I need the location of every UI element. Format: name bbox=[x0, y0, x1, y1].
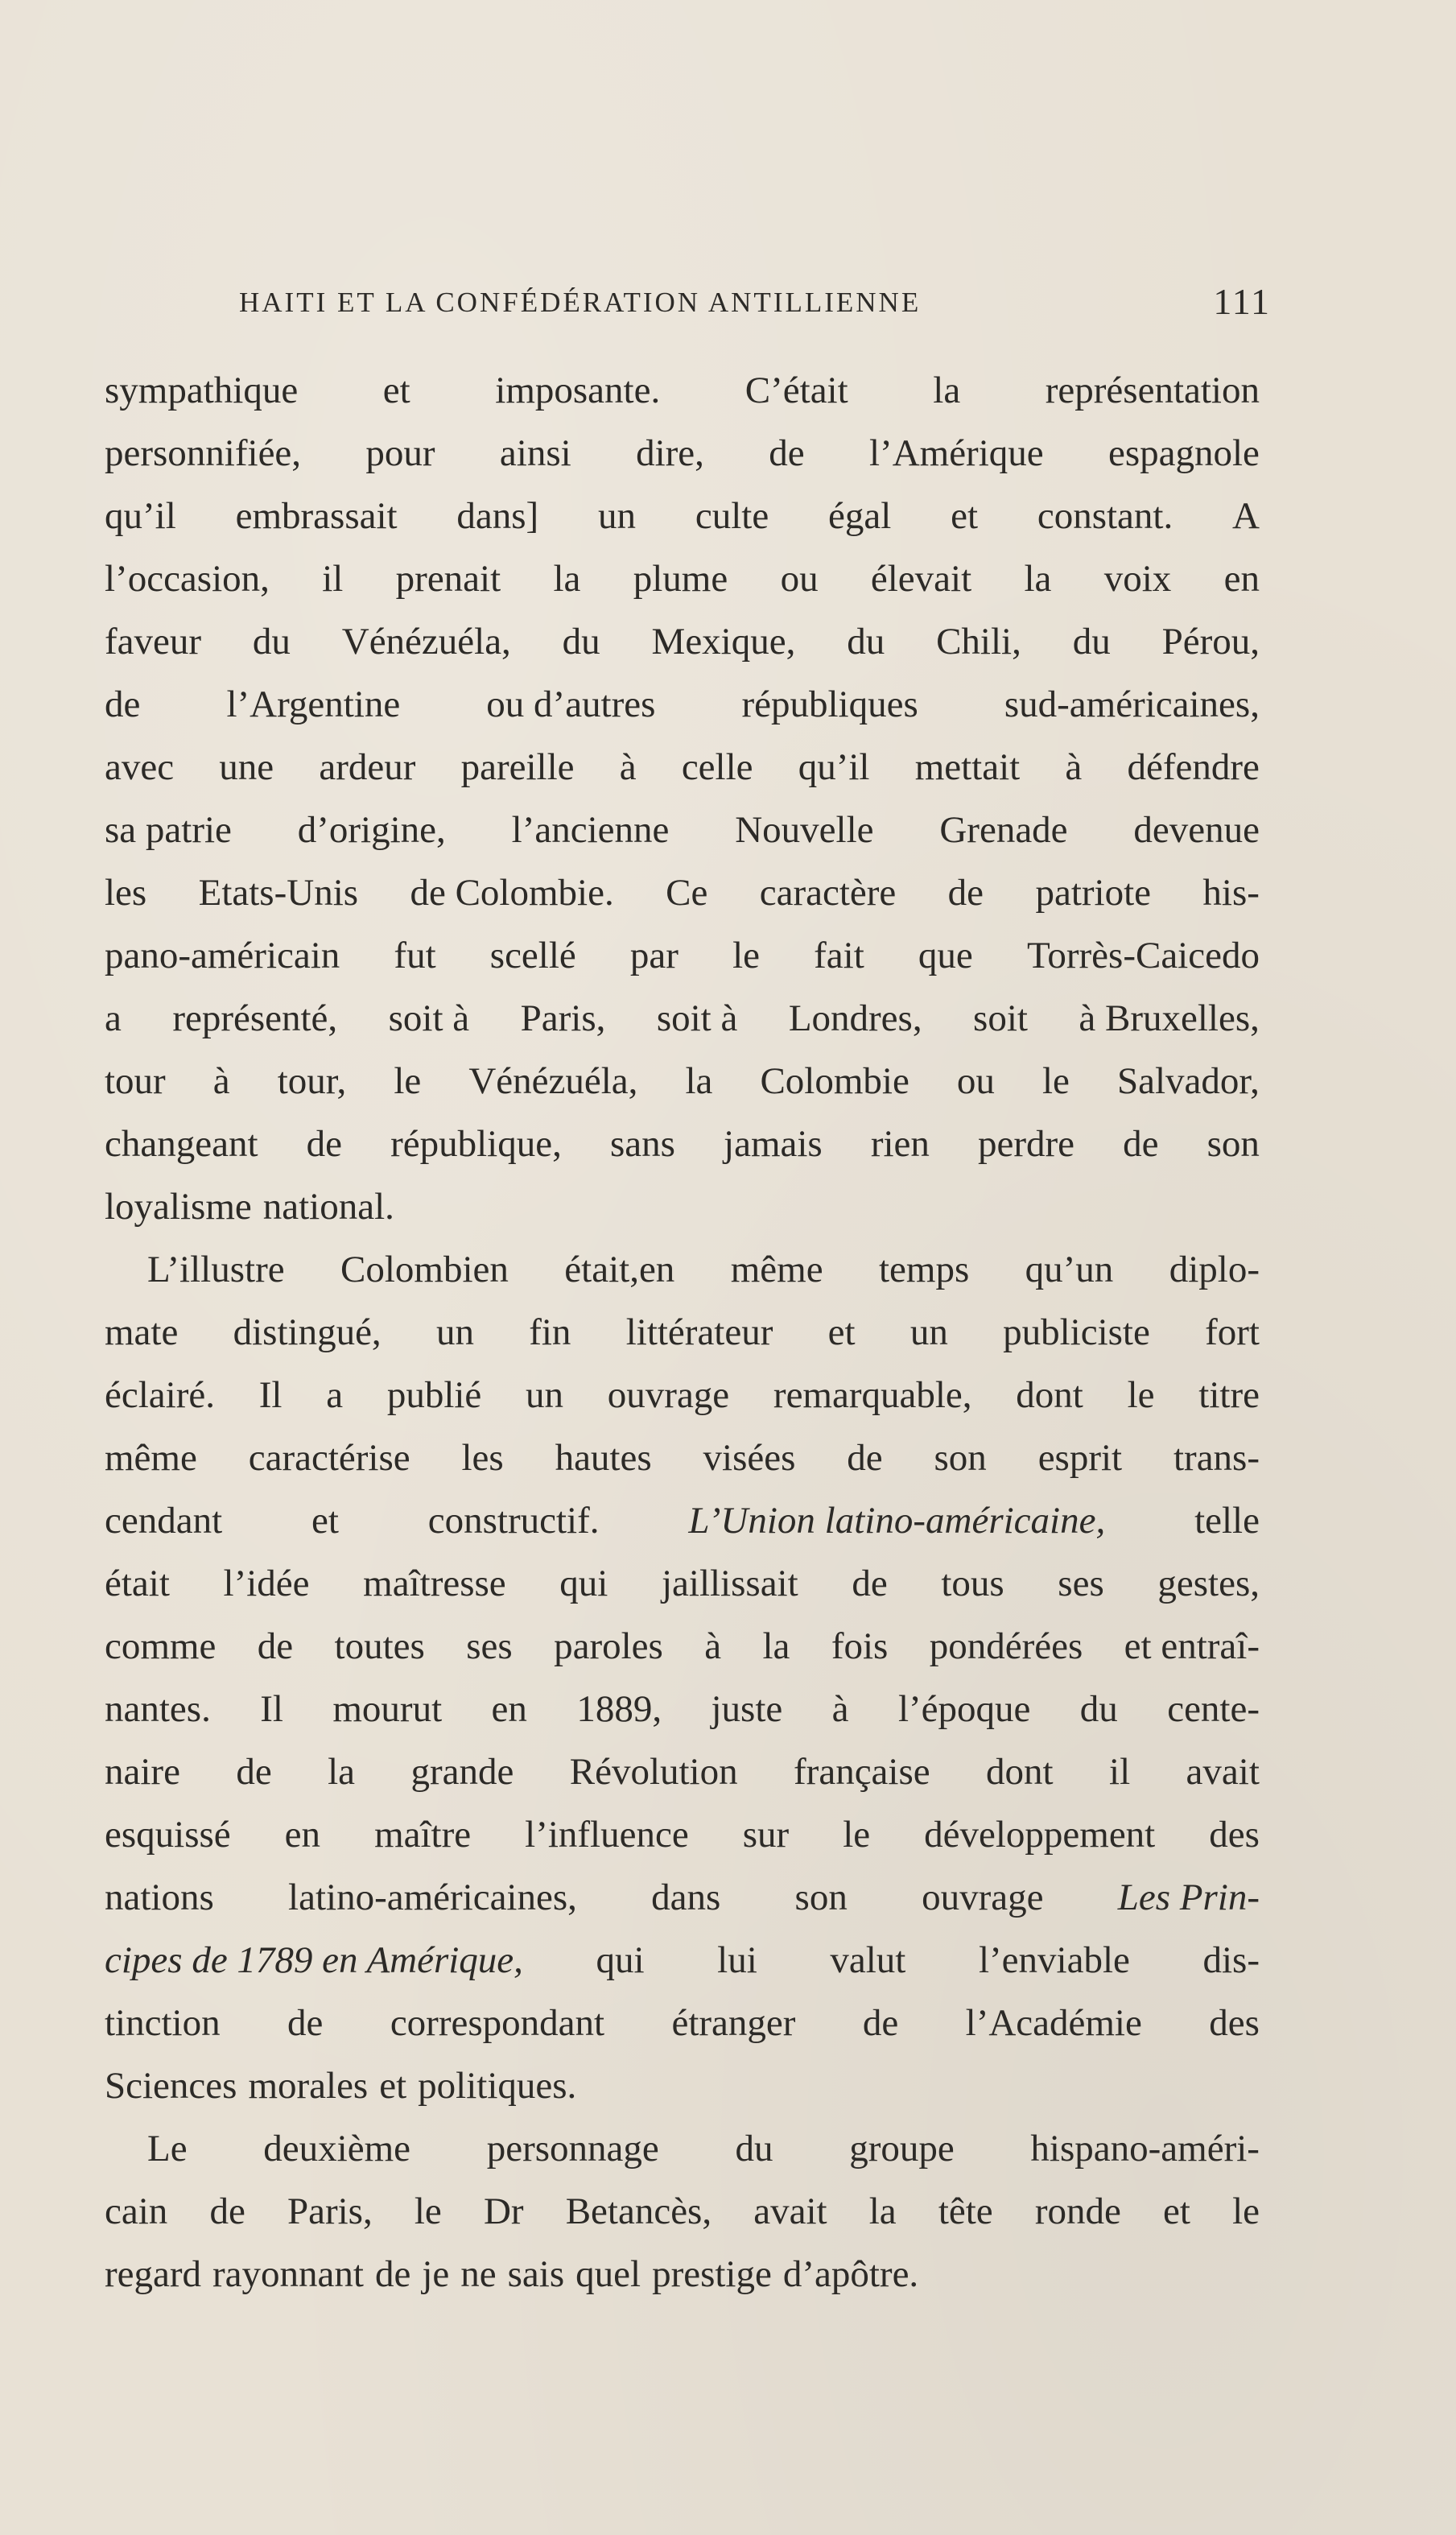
word: le bbox=[732, 935, 760, 976]
word: latino-américaines, bbox=[288, 1876, 577, 1918]
word: juste bbox=[711, 1688, 783, 1730]
word: fois bbox=[831, 1625, 889, 1667]
word: de bbox=[287, 2002, 324, 2044]
word: par bbox=[629, 935, 679, 976]
word: sa patrie bbox=[105, 809, 232, 851]
word: personnifiée, bbox=[105, 432, 302, 474]
word: titre bbox=[1198, 1374, 1260, 1416]
word: l’époque bbox=[897, 1688, 1031, 1730]
word: et bbox=[827, 1311, 856, 1353]
word: représenté, bbox=[172, 997, 338, 1039]
word: espagnole bbox=[1107, 432, 1260, 474]
word: imposante. bbox=[495, 370, 661, 411]
text-line bbox=[105, 736, 1260, 799]
word: dis- bbox=[1202, 1939, 1260, 1981]
word: tour, bbox=[277, 1060, 347, 1102]
word: république, bbox=[390, 1123, 562, 1165]
word: de bbox=[847, 1437, 883, 1479]
word: en bbox=[284, 1814, 321, 1856]
word: lui bbox=[717, 1939, 757, 1981]
word: l’Argentine bbox=[226, 683, 401, 725]
word: la bbox=[868, 2190, 897, 2232]
word: Betancès, bbox=[565, 2190, 712, 2232]
word: cendant bbox=[105, 1500, 223, 1542]
word: Chili, bbox=[936, 621, 1021, 663]
word: perdre bbox=[978, 1123, 1075, 1165]
word: voix bbox=[1103, 558, 1172, 600]
word: maîtresse bbox=[363, 1563, 506, 1604]
word: mate bbox=[105, 1311, 179, 1353]
word: du bbox=[1072, 621, 1111, 663]
word: et bbox=[951, 495, 979, 537]
word: Il bbox=[258, 1374, 283, 1416]
word: du bbox=[735, 2128, 773, 2170]
word: telle bbox=[1194, 1500, 1260, 1542]
word: sans bbox=[609, 1123, 675, 1165]
word: dire, bbox=[636, 432, 704, 474]
word: a bbox=[105, 997, 122, 1039]
word: patriote bbox=[1035, 872, 1152, 914]
word: de bbox=[105, 683, 141, 725]
word: je bbox=[422, 2253, 450, 2295]
word: regard bbox=[105, 2253, 202, 2295]
body-text bbox=[105, 359, 1260, 2306]
page-number: 111 bbox=[1213, 281, 1271, 322]
word: L’Union latino-américaine, bbox=[688, 1500, 1106, 1542]
word: ses bbox=[1058, 1563, 1104, 1604]
word: française bbox=[794, 1751, 930, 1793]
word: le bbox=[843, 1814, 871, 1856]
word: de bbox=[862, 2002, 899, 2044]
text-line bbox=[105, 1426, 1260, 1489]
word: et entraî- bbox=[1124, 1625, 1260, 1667]
word: culte bbox=[695, 495, 769, 537]
word: Colombie bbox=[760, 1060, 909, 1102]
word: A bbox=[1232, 495, 1260, 537]
word: des bbox=[1209, 2002, 1260, 2044]
word: quel bbox=[575, 2253, 641, 2295]
word: faveur bbox=[105, 621, 202, 663]
word: paroles bbox=[554, 1625, 663, 1667]
word: trans- bbox=[1173, 1437, 1260, 1479]
word: morales bbox=[248, 2065, 369, 2107]
word: de bbox=[236, 1751, 272, 1793]
word: de bbox=[947, 872, 984, 914]
word: à Bruxelles, bbox=[1079, 997, 1260, 1039]
word: Colombien bbox=[340, 1249, 509, 1290]
word: de bbox=[374, 2253, 411, 2295]
word: le bbox=[1232, 2190, 1260, 2232]
word: à bbox=[619, 746, 637, 788]
word: celle bbox=[681, 746, 753, 788]
word: un bbox=[435, 1311, 474, 1353]
word: la bbox=[933, 370, 961, 411]
text-line bbox=[105, 547, 1260, 610]
word: Grenade bbox=[939, 809, 1068, 851]
word: embrassait bbox=[235, 495, 398, 537]
word: L’illustre bbox=[147, 1249, 285, 1290]
word: la bbox=[685, 1060, 713, 1102]
word: un bbox=[909, 1311, 948, 1353]
word: publié bbox=[386, 1374, 482, 1416]
word: correspondant bbox=[390, 2002, 605, 2044]
word: distingué, bbox=[233, 1311, 382, 1353]
word: prenait bbox=[395, 558, 501, 600]
word: Vénézuéla, bbox=[468, 1060, 638, 1102]
text-line bbox=[105, 2054, 1260, 2117]
word: tête bbox=[938, 2190, 993, 2232]
word: Torrès-Caicedo bbox=[1026, 935, 1260, 976]
word: la bbox=[1024, 558, 1052, 600]
word: dans bbox=[651, 1876, 721, 1918]
word: Pérou, bbox=[1161, 621, 1260, 663]
word: tour bbox=[105, 1060, 166, 1102]
word: du bbox=[252, 621, 291, 663]
word: le bbox=[1127, 1374, 1155, 1416]
word: et bbox=[311, 1500, 339, 1542]
word: était,en bbox=[564, 1249, 675, 1290]
word: d’apôtre. bbox=[782, 2253, 919, 2295]
word: Londres, bbox=[788, 997, 922, 1039]
word: à bbox=[212, 1060, 230, 1102]
word: Le bbox=[147, 2128, 188, 2170]
word: ou bbox=[780, 558, 819, 600]
word: en bbox=[1223, 558, 1260, 600]
word: avait bbox=[1186, 1751, 1260, 1793]
text-line bbox=[105, 1364, 1260, 1426]
word: naire bbox=[105, 1751, 180, 1793]
word: dans] bbox=[456, 495, 539, 537]
paragraph bbox=[105, 2117, 1260, 2306]
word: le bbox=[414, 2190, 442, 2232]
word: mettait bbox=[914, 746, 1021, 788]
text-line bbox=[105, 2117, 1260, 2180]
word: et bbox=[382, 370, 410, 411]
text-line bbox=[105, 1552, 1260, 1615]
word: représentation bbox=[1045, 370, 1260, 411]
word: des bbox=[1209, 1814, 1260, 1856]
text-line bbox=[105, 861, 1260, 924]
word: son bbox=[794, 1876, 848, 1918]
word: de bbox=[257, 1625, 294, 1667]
word: plume bbox=[633, 558, 728, 600]
word: de bbox=[769, 432, 805, 474]
word: l’enviable bbox=[978, 1939, 1130, 1981]
word: jaillissait bbox=[661, 1563, 798, 1604]
word: avec bbox=[105, 746, 175, 788]
word: le bbox=[1041, 1060, 1070, 1102]
word: Vénézuéla, bbox=[341, 621, 511, 663]
word: les bbox=[105, 872, 147, 914]
word: fut bbox=[394, 935, 436, 976]
text-line bbox=[105, 422, 1260, 485]
word: national. bbox=[262, 1186, 394, 1228]
word: ronde bbox=[1034, 2190, 1121, 2232]
text-line bbox=[105, 924, 1260, 987]
word: de bbox=[852, 1563, 888, 1604]
word: C’était bbox=[744, 370, 848, 411]
word: pour bbox=[365, 432, 435, 474]
word: l’occasion, bbox=[105, 558, 270, 600]
word: fort bbox=[1205, 1311, 1260, 1353]
text-line bbox=[105, 1113, 1260, 1175]
word: ouvrage bbox=[922, 1876, 1044, 1918]
word: à bbox=[831, 1688, 849, 1730]
text-line bbox=[105, 799, 1260, 861]
word: ou d’autres bbox=[486, 683, 656, 725]
word: qu’il bbox=[798, 746, 870, 788]
word: l’influence bbox=[525, 1814, 689, 1856]
text-line bbox=[105, 1175, 1260, 1238]
word: jamais bbox=[724, 1123, 823, 1165]
word: ardeur bbox=[319, 746, 416, 788]
word: égal bbox=[828, 495, 892, 537]
word: étranger bbox=[671, 2002, 796, 2044]
word: caractère bbox=[759, 872, 897, 914]
word: en bbox=[491, 1688, 527, 1730]
word: dont bbox=[986, 1751, 1054, 1793]
word: l’idée bbox=[223, 1563, 310, 1604]
word: d’origine, bbox=[297, 809, 446, 851]
word: caractérise bbox=[248, 1437, 410, 1479]
word: la bbox=[762, 1625, 790, 1667]
word: Paris, bbox=[520, 997, 606, 1039]
text-line bbox=[105, 1929, 1260, 1992]
text-line bbox=[105, 1301, 1260, 1364]
word: une bbox=[219, 746, 274, 788]
word: esquissé bbox=[105, 1814, 231, 1856]
text-line bbox=[105, 1615, 1260, 1678]
word: fait bbox=[814, 935, 864, 976]
word: il bbox=[1109, 1751, 1131, 1793]
word: groupe bbox=[849, 2128, 955, 2170]
word: temps bbox=[878, 1249, 970, 1290]
word: visées bbox=[703, 1437, 796, 1479]
word: nantes. bbox=[105, 1688, 211, 1730]
text-line bbox=[105, 2243, 1260, 2306]
word: diplo- bbox=[1169, 1249, 1260, 1290]
word: qu’il bbox=[105, 495, 176, 537]
word: du bbox=[847, 621, 885, 663]
word: qui bbox=[596, 1939, 645, 1981]
word: Les Prin- bbox=[1117, 1876, 1260, 1918]
word: nations bbox=[105, 1876, 214, 1918]
text-line bbox=[105, 1050, 1260, 1113]
text-line bbox=[105, 610, 1260, 673]
word: du bbox=[1079, 1688, 1118, 1730]
word: et bbox=[379, 2065, 407, 2107]
word: personnage bbox=[486, 2128, 659, 2170]
word: avait bbox=[753, 2190, 827, 2232]
word: hautes bbox=[555, 1437, 652, 1479]
word: soit bbox=[973, 997, 1028, 1039]
text-line bbox=[105, 359, 1260, 422]
word: Ce bbox=[666, 872, 708, 914]
word: son bbox=[934, 1437, 987, 1479]
word: développement bbox=[924, 1814, 1156, 1856]
text-line bbox=[105, 1489, 1260, 1552]
word: cain bbox=[105, 2190, 168, 2232]
word: était bbox=[105, 1563, 170, 1604]
word: rien bbox=[870, 1123, 930, 1165]
text-line bbox=[105, 673, 1260, 736]
word: un bbox=[598, 495, 637, 537]
word: gestes, bbox=[1157, 1563, 1260, 1604]
text-line bbox=[105, 2180, 1260, 2243]
word: éclairé. bbox=[105, 1374, 215, 1416]
word: même bbox=[105, 1437, 197, 1479]
word: comme bbox=[105, 1625, 217, 1667]
word: loyalisme bbox=[105, 1186, 252, 1228]
word: devenue bbox=[1133, 809, 1260, 851]
text-line bbox=[105, 1678, 1260, 1740]
word: cipes de 1789 en Amérique, bbox=[105, 1939, 523, 1981]
paragraph bbox=[105, 1238, 1260, 2117]
word: sympathique bbox=[105, 370, 299, 411]
word: Sciences bbox=[105, 2065, 237, 2107]
word: maître bbox=[374, 1814, 472, 1856]
word: 1889, bbox=[576, 1688, 662, 1730]
word: prestige bbox=[652, 2253, 772, 2295]
word: ses bbox=[466, 1625, 513, 1667]
running-title: HAITI ET LA CONFÉDÉRATION ANTILLIENNE bbox=[239, 287, 922, 318]
word: tous bbox=[941, 1563, 1004, 1604]
word: de Colombie. bbox=[410, 872, 614, 914]
word: Révolution bbox=[569, 1751, 738, 1793]
word: les bbox=[461, 1437, 504, 1479]
word: pareille bbox=[460, 746, 575, 788]
text-line bbox=[105, 485, 1260, 547]
word: scellé bbox=[489, 935, 576, 976]
word: de bbox=[1123, 1123, 1159, 1165]
text-line bbox=[105, 1238, 1260, 1301]
word: pano-américain bbox=[105, 935, 340, 976]
paragraph bbox=[105, 359, 1260, 1238]
word: pondérées bbox=[929, 1625, 1083, 1667]
word: ne bbox=[460, 2253, 497, 2295]
word: un bbox=[526, 1374, 564, 1416]
word: ouvrage bbox=[607, 1374, 730, 1416]
word: his- bbox=[1202, 872, 1260, 914]
word: même bbox=[730, 1249, 823, 1290]
text-line bbox=[105, 1803, 1260, 1866]
word: deuxième bbox=[263, 2128, 410, 2170]
word: du bbox=[562, 621, 600, 663]
word: Paris, bbox=[287, 2190, 373, 2232]
word: et bbox=[1163, 2190, 1190, 2232]
word: politiques. bbox=[418, 2065, 577, 2107]
word: le bbox=[394, 1060, 422, 1102]
word: sur bbox=[742, 1814, 790, 1856]
text-line bbox=[105, 987, 1260, 1050]
word: la bbox=[328, 1751, 356, 1793]
word: toutes bbox=[334, 1625, 425, 1667]
text-line bbox=[105, 1740, 1260, 1803]
word: publiciste bbox=[1003, 1311, 1150, 1353]
word: Etats-Unis bbox=[198, 872, 359, 914]
word: esprit bbox=[1037, 1437, 1123, 1479]
word: à bbox=[704, 1625, 722, 1667]
word: l’ancienne bbox=[511, 809, 670, 851]
word: ou bbox=[956, 1060, 995, 1102]
word: Salvador, bbox=[1116, 1060, 1260, 1102]
word: sais bbox=[507, 2253, 565, 2295]
word: a bbox=[326, 1374, 344, 1416]
word: à bbox=[1065, 746, 1083, 788]
word: valut bbox=[830, 1939, 906, 1981]
word: l’Académie bbox=[965, 2002, 1142, 2044]
word: il bbox=[322, 558, 344, 600]
word: qu’un bbox=[1025, 1249, 1114, 1290]
word: Mexique, bbox=[651, 621, 796, 663]
word: tinction bbox=[105, 2002, 221, 2044]
word: la bbox=[553, 558, 581, 600]
word: fin bbox=[529, 1311, 571, 1353]
word: l’Amérique bbox=[868, 432, 1044, 474]
word: son bbox=[1206, 1123, 1260, 1165]
word: Dr bbox=[483, 2190, 524, 2232]
word: mourut bbox=[332, 1688, 443, 1730]
word: de bbox=[209, 2190, 245, 2232]
word: de bbox=[306, 1123, 342, 1165]
word: soit à bbox=[656, 997, 738, 1039]
word: Il bbox=[260, 1688, 283, 1730]
word: rayonnant bbox=[212, 2253, 364, 2295]
word: républiques bbox=[741, 683, 918, 725]
word: dont bbox=[1016, 1374, 1083, 1416]
word: changeant bbox=[105, 1123, 258, 1165]
word: ainsi bbox=[499, 432, 571, 474]
word: que bbox=[918, 935, 973, 976]
word: grande bbox=[410, 1751, 514, 1793]
word: sud-américaines, bbox=[1004, 683, 1260, 725]
word: élevait bbox=[870, 558, 972, 600]
text-line bbox=[105, 1992, 1260, 2054]
word: défendre bbox=[1127, 746, 1260, 788]
word: cente- bbox=[1167, 1688, 1260, 1730]
text-line bbox=[105, 1866, 1260, 1929]
running-head bbox=[239, 280, 1271, 328]
word: remarquable, bbox=[773, 1374, 972, 1416]
word: qui bbox=[559, 1563, 608, 1604]
word: constant. bbox=[1037, 495, 1173, 537]
word: Nouvelle bbox=[735, 809, 874, 851]
word: hispano-améri- bbox=[1030, 2128, 1260, 2170]
word: constructif. bbox=[427, 1500, 600, 1542]
word: littérateur bbox=[625, 1311, 773, 1353]
word: soit à bbox=[388, 997, 470, 1039]
